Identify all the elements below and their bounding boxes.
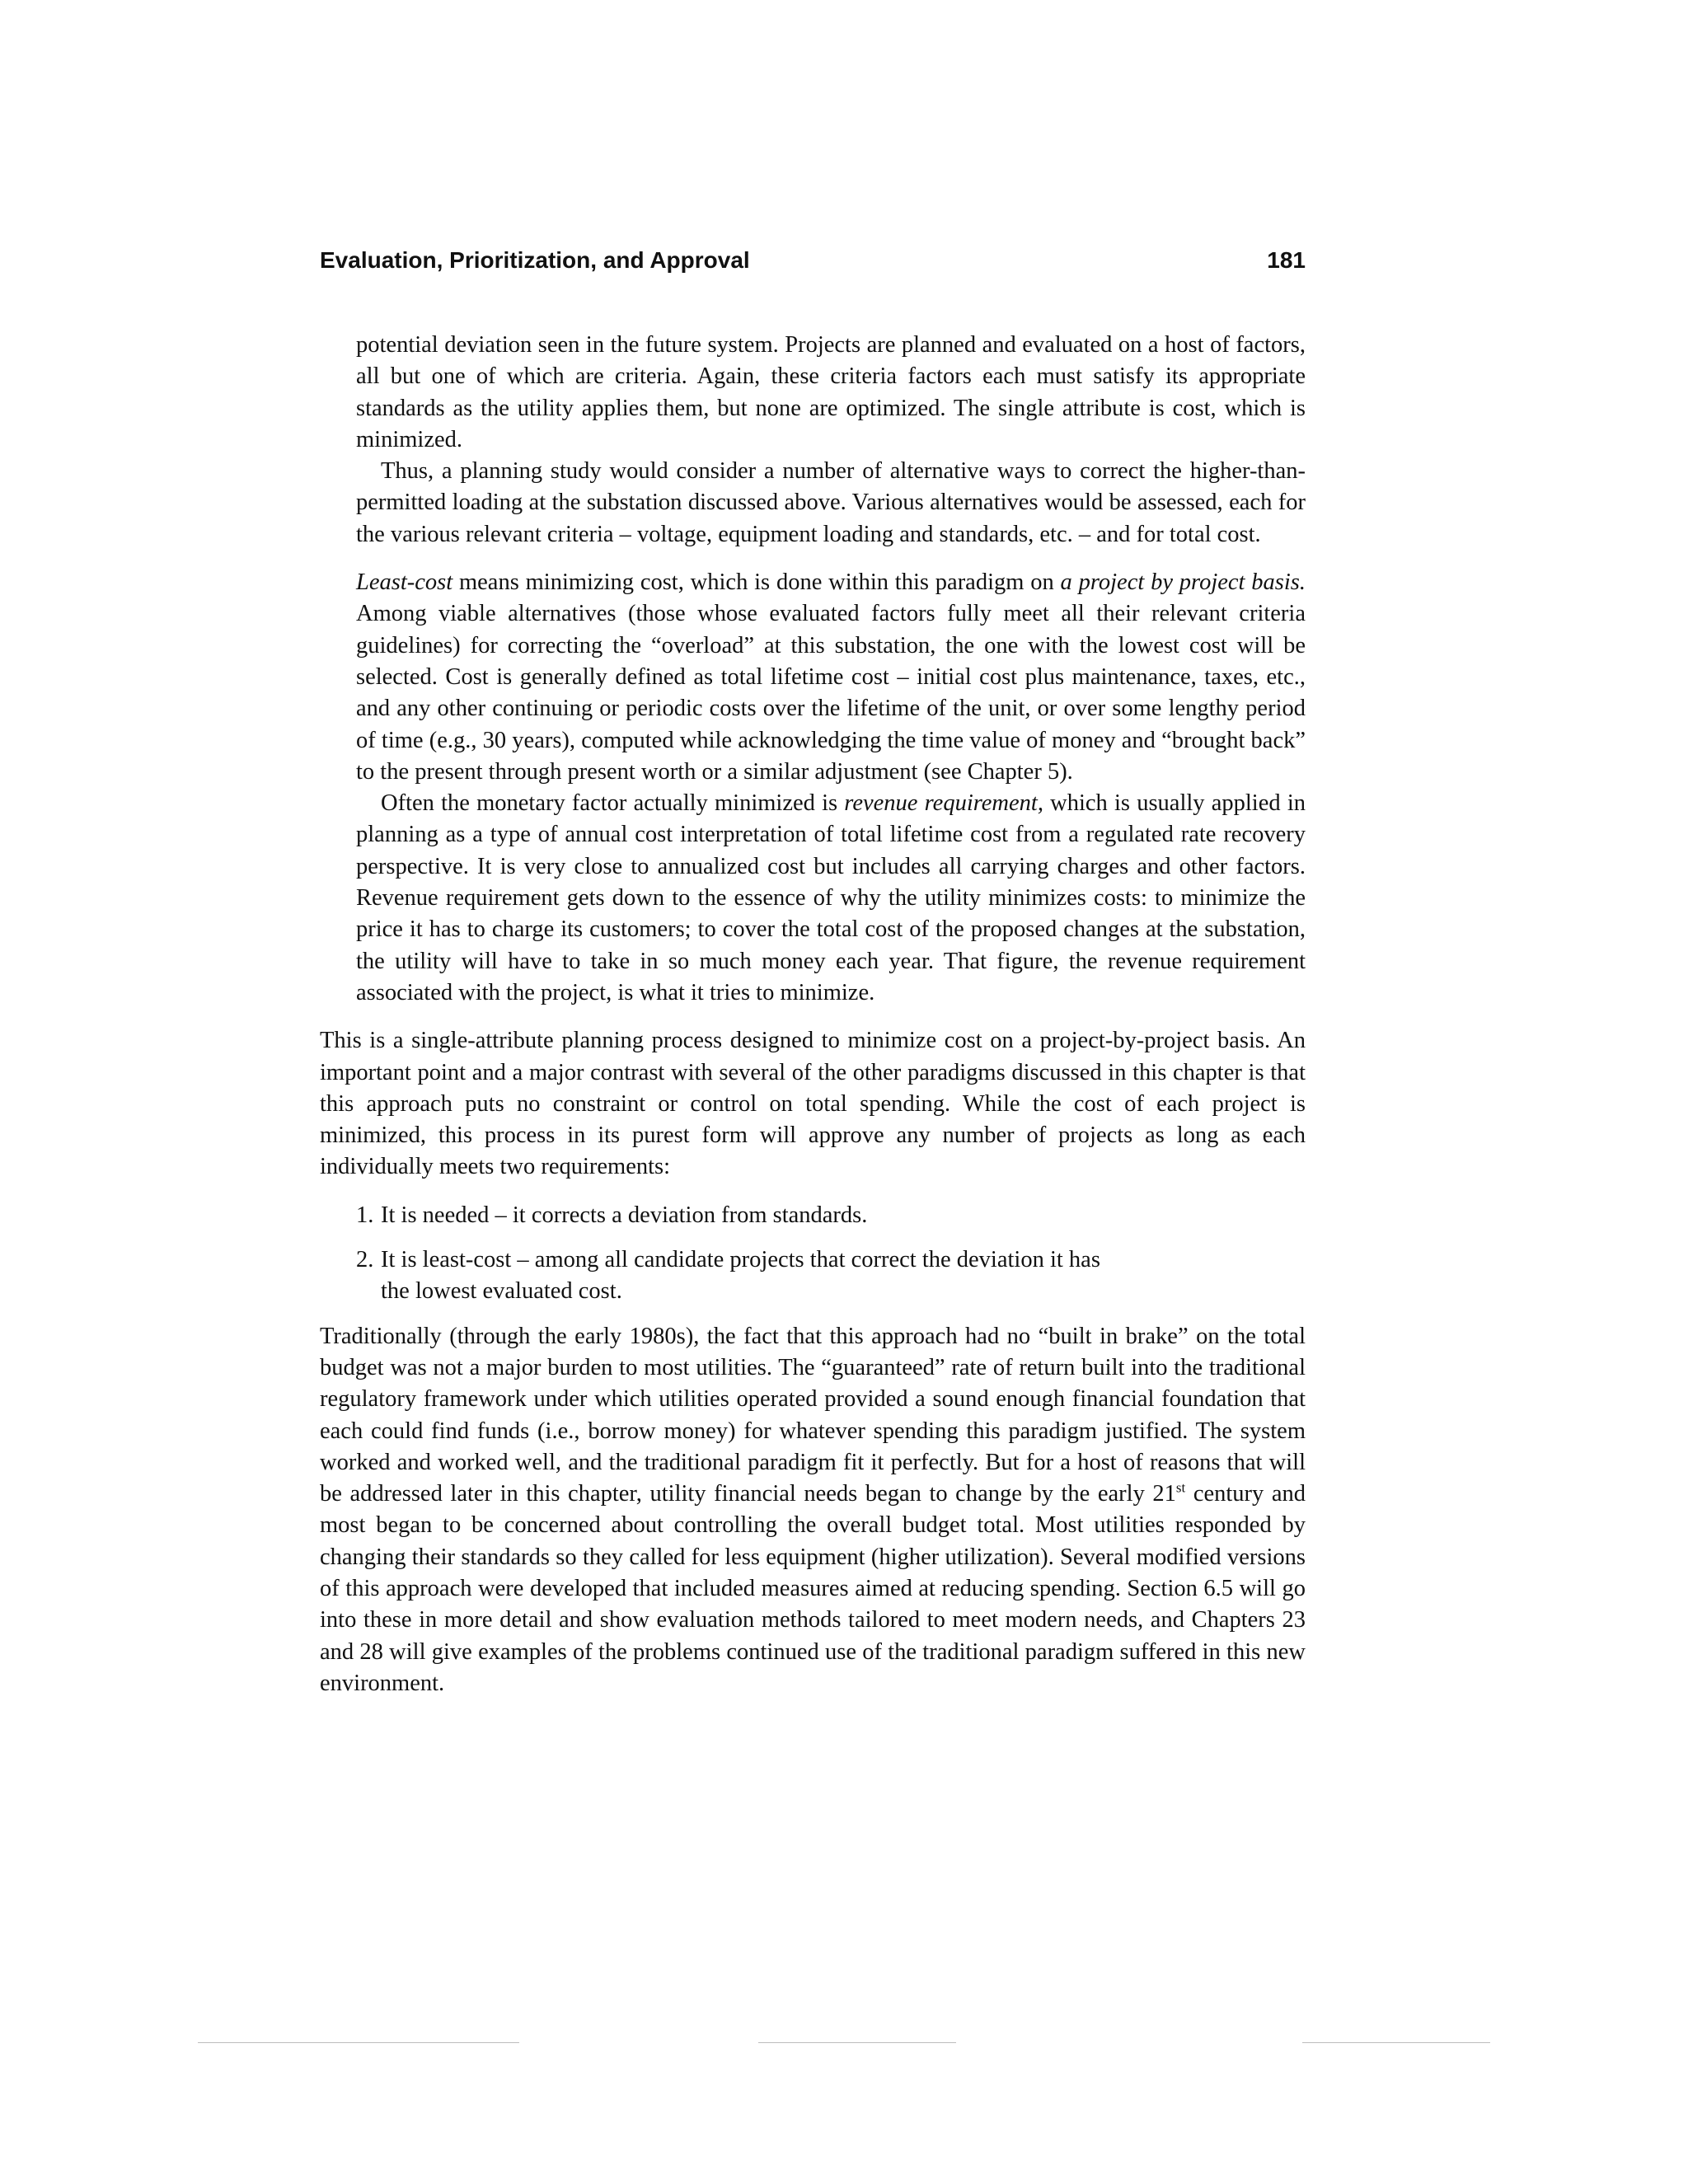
list-item-text: It is needed – it corrects a deviation from standards. (381, 1202, 868, 1228)
paragraph: Thus, a planning study would consider a number of alternative ways to correct the higher-than-permitted loading at the substation discussed above. Various alternatives would be assessed, each for the various relevant criteria – voltage, equipment loading and standards, etc. – and for total cost. (356, 458, 1306, 547)
paragraph-text: means minimizing cost, which is done within this paradigm on (452, 569, 1061, 596)
paragraph: potential deviation seen in the future system. Projects are planned and evaluated on a host of factors, all but one of which are criteria. Again, these criteria factors each must satisfy its appropriate standards as the utility applies them, but none are optimized. The single attribute is cost, which is minimized. (356, 332, 1306, 452)
list-number: 2. (356, 1247, 374, 1273)
emphasis-text: a project by project basis. (1060, 569, 1306, 596)
list-item-text: It is least-cost – among all candidate projects that correct the deviation it has (381, 1247, 1100, 1273)
page-number: 181 (1267, 247, 1306, 273)
list-number: 1. (356, 1202, 374, 1228)
paragraph-least-cost (356, 567, 1306, 788)
term-least-cost: Least-cost (356, 569, 453, 596)
requirements-list (356, 1200, 1306, 1308)
paragraph-text: century and most began to be concerned about controlling the overall budget total. Most utilities responded by changing their standards so they called for less equipment (higher utilization). Several modified versions of this approach were developed that included measures aimed at reducing spending. Section 6.5 will go into these in more detail and show evaluation methods tailored to meet modern needs, and Chapters 23 and 28 will give examples of the problems continued use of the traditional paradigm suffered in this new environment. (320, 1481, 1306, 1696)
paragraph-text: Traditionally (through the early 1980s), the fact that this approach had no “built in brake” on the total budget was not a major burden to most utilities. The “guaranteed” rate of return built into the traditional regulatory framework under which utilities operated provided a sound enough financial foundation that each could find funds (i.e., borrow money) for whatever spending this paradigm justified. The system worked and worked well, and the traditional paradigm fit it perfectly. But for a host of reasons that will be addressed later in this chapter, utility financial needs began to change by the early 21 (320, 1323, 1306, 1507)
paragraph-text: Often the monetary factor actually minimized is (381, 790, 845, 817)
list-item-continuation: the lowest evaluated cost. (381, 1278, 622, 1305)
superscript: st (1175, 1479, 1186, 1496)
page-header (320, 244, 1306, 277)
scan-bottom-rule (198, 2042, 1490, 2043)
running-title: Evaluation, Prioritization, and Approval (320, 247, 750, 273)
list-item (356, 1200, 1306, 1231)
paragraph-text: Among viable alternatives (those whose evaluated factors fully meet all their relevant criteria guidelines) for correcting the “overload” at this substation, the one with the lowest cost will be selected. Cost is generally defined as total lifetime cost – initial cost plus maintenance, taxes, etc., and any other continuing or periodic costs over the lifetime of the unit, or over some lengthy period of time (e.g., 30 years), computed while acknowledging the time value of money and “brought back” to the present through present worth or a similar adjustment (see Chapter 5). (356, 601, 1306, 785)
paragraph-traditionally (320, 1321, 1306, 1700)
paragraph-text: which is usually applied in planning as a type of annual cost interpretation of total lifetime cost from a regulated rate recovery perspective. It is very close to annualized cost but includes all carrying charges and other factors. Revenue requirement gets down to the essence of why the utility minimizes costs: to minimize the price it has to charge its customers; to cover the total cost of the proposed changes at the substation, the utility will have to take in so much money each year. That figure, the revenue requirement associated with the project, is what it tries to minimize. (356, 790, 1306, 1005)
list-item (356, 1244, 1306, 1308)
page-body (320, 330, 1306, 1699)
indented-block (356, 330, 1306, 1009)
paragraph-revenue-requirement (356, 788, 1306, 1009)
paragraph: This is a single-attribute planning process designed to minimize cost on a project-by-project basis. An important point and a major contrast with several of the other paradigms discussed in this chapter is that this approach puts no constraint or control on total spending. While the cost of each project is minimized, this process in its purest form will approve any number of projects as long as each individually meets two requirements: (320, 1028, 1306, 1180)
emphasis-text: revenue requirement, (844, 790, 1043, 817)
